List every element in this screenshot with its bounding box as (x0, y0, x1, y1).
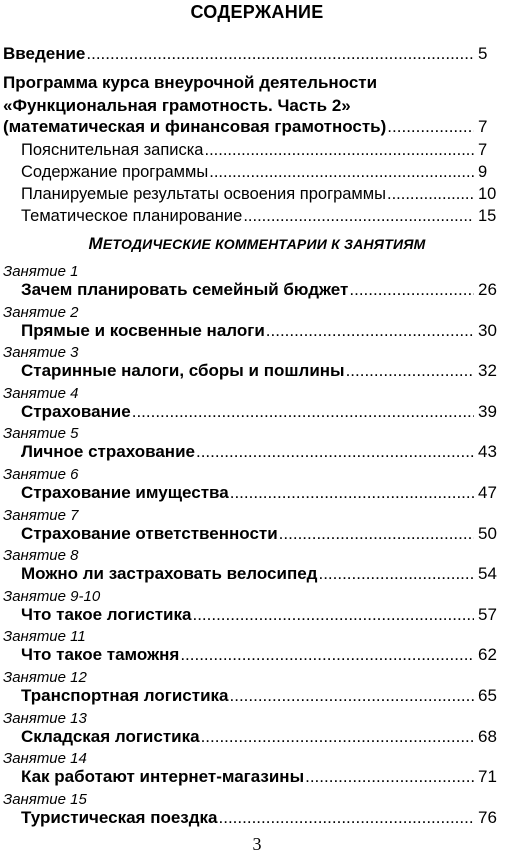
toc-entry-title: Как работают интернет-магазины (21, 767, 305, 787)
toc-entry-lesson (21, 402, 508, 422)
toc-entry-page: 62 (478, 645, 497, 665)
page-title: СОДЕРЖАНИЕ (190, 2, 324, 22)
lesson-label: Занятие 8 (3, 547, 79, 565)
lesson-label: Занятие 13 (3, 709, 87, 727)
toc-entry-page: 71 (478, 767, 497, 787)
lesson-label: Занятие 14 (3, 750, 87, 768)
lesson-label: Занятие 9-10 (3, 587, 101, 605)
toc-entry-lesson (21, 564, 508, 584)
dot-leader (201, 727, 474, 747)
lesson-label: Занятие 3 (3, 344, 79, 362)
toc-entry-page: 30 (478, 320, 497, 340)
toc-entry-title: Прямые и косвенные налоги (21, 320, 265, 340)
dot-leader (132, 402, 474, 422)
dot-leader (305, 767, 474, 787)
toc-entry-page: 54 (478, 564, 497, 584)
toc-entry-title: Тематическое планирование (21, 207, 243, 225)
dot-leader (180, 645, 474, 665)
toc-entry-title: Личное страхование (21, 442, 195, 462)
toc-entry-lesson (21, 767, 508, 787)
section-heading (0, 234, 514, 254)
lesson-label: Занятие 5 (3, 425, 79, 443)
toc-entry-title: Зачем планировать семейный бюджет (21, 280, 349, 299)
toc-entry-title: Планируемые результаты освоения программы (21, 185, 386, 203)
toc-entry-lesson (21, 361, 508, 381)
toc-entry-title: Можно ли застраховать велосипед (21, 564, 318, 584)
dot-leader (387, 117, 474, 137)
lesson-label: Занятие 1 (3, 263, 79, 280)
toc-entry-title: Страхование (21, 401, 131, 421)
toc-entry-page: 65 (478, 686, 497, 705)
toc-entry-lesson (21, 645, 508, 665)
toc-subentry (21, 207, 508, 226)
toc-entry-page: 68 (478, 726, 497, 746)
dot-leader (318, 564, 474, 584)
section-heading-initial: М (88, 234, 103, 253)
dot-leader (349, 280, 474, 300)
toc-subentry (21, 141, 508, 160)
toc-entry-title: Что такое таможня (21, 645, 180, 665)
lesson-label: Занятие 11 (3, 628, 86, 646)
lesson-label: Занятие 4 (3, 384, 79, 402)
lesson-label: Занятие 6 (3, 466, 79, 483)
dot-leader (230, 483, 474, 503)
program-title-line-1: Программа курса внеурочной деятельности (3, 73, 378, 92)
toc-entry-lesson (21, 686, 508, 706)
program-title-line-2: «Функциональная грамотность. Часть 2» (3, 96, 351, 115)
lesson-label: Занятие 12 (3, 669, 87, 686)
dot-leader (196, 442, 474, 462)
toc-entry-lesson (21, 605, 508, 625)
toc-entry-lesson (21, 483, 508, 503)
dot-leader (86, 44, 474, 64)
toc-entry-lesson (21, 524, 508, 544)
toc-subentry (21, 163, 508, 182)
lesson-label: Занятие 2 (3, 303, 79, 321)
toc-entry-title: Старинные налоги, сборы и пошлины (21, 361, 345, 381)
toc-entry-page: 43 (478, 442, 497, 462)
section-heading-rest: ЕТОДИЧЕСКИЕ КОММЕНТАРИИ К ЗАНЯТИЯМ (102, 236, 426, 252)
toc-entry-page: 15 (478, 207, 497, 225)
toc-entry-title: Что такое логистика (21, 604, 192, 624)
toc-entry-page: 7 (478, 141, 488, 159)
toc-entry-page: 50 (478, 523, 497, 543)
toc-entry-title: Транспортная логистика (21, 686, 229, 705)
toc-entry-title: Складская логистика (21, 726, 200, 746)
lesson-label: Занятие 7 (3, 506, 79, 524)
dot-leader (387, 185, 474, 204)
toc-entry-program (3, 117, 508, 137)
dot-leader (219, 808, 474, 828)
toc-entry-title: Пояснительная записка (21, 141, 204, 159)
toc-entry-lesson (21, 280, 508, 300)
toc-entry-page: 5 (478, 44, 488, 63)
toc-entry-page: 32 (478, 361, 497, 381)
dot-leader (192, 605, 474, 625)
program-title-line-3: (математическая и финансовая грамотность) (3, 117, 387, 136)
dot-leader (346, 361, 474, 381)
toc-entry-title: Страхование имущества (21, 483, 229, 502)
toc-entry-title: Введение (3, 44, 86, 63)
toc-entry-page: 10 (478, 185, 497, 203)
dot-leader (279, 524, 474, 544)
toc-entry-page: 76 (478, 807, 497, 827)
toc-entry-lesson (21, 442, 508, 462)
toc-entry-title: Туристическая поездка (21, 807, 218, 827)
lesson-label: Занятие 15 (3, 790, 87, 808)
dot-leader (209, 163, 474, 182)
toc-entry-title: Содержание программы (21, 163, 209, 181)
toc-entry-intro (3, 44, 508, 64)
toc-entry-page: 47 (478, 483, 497, 502)
toc-entry-page: 57 (478, 604, 497, 624)
toc-subentry (21, 185, 508, 204)
toc-entry-page: 39 (478, 401, 497, 421)
toc-entry-page: 7 (478, 117, 488, 136)
toc-entry-lesson (21, 808, 508, 828)
toc-entry-title: Страхование ответственности (21, 523, 278, 543)
toc-entry-page: 26 (478, 280, 497, 299)
toc-entry-page: 9 (478, 163, 488, 181)
page-number: 3 (252, 834, 262, 854)
dot-leader (243, 207, 474, 226)
toc-entry-lesson (21, 727, 508, 747)
dot-leader (266, 321, 474, 341)
dot-leader (204, 141, 474, 160)
toc-entry-lesson (21, 321, 508, 341)
dot-leader (230, 686, 475, 706)
